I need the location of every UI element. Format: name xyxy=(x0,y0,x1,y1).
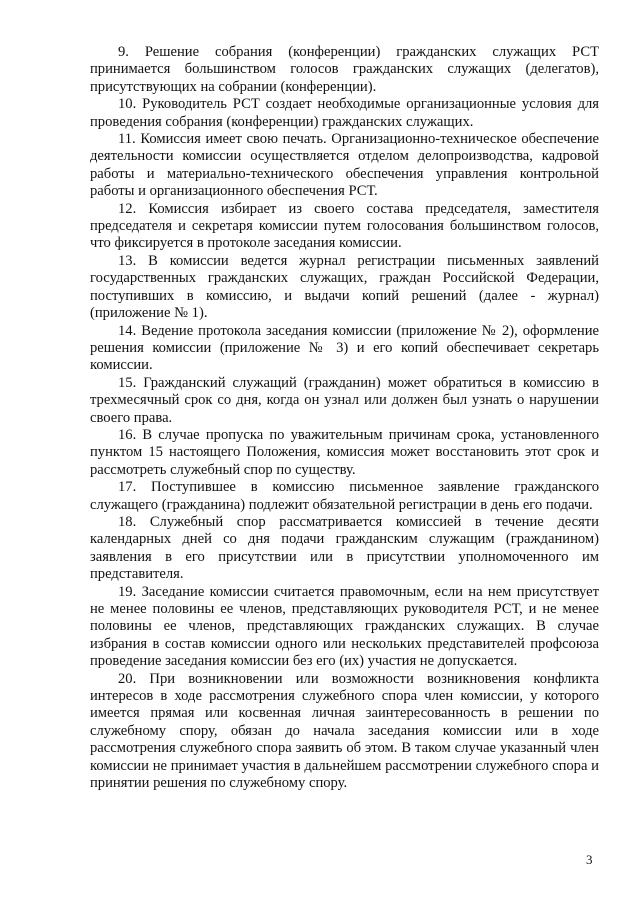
paragraph-17: 17. Поступившее в комиссию письменное заявление гражданского служащего (гражданина) подлежит обязательной регистрации в день его подачи. xyxy=(90,479,599,513)
paragraph-19: 19. Заседание комиссии считается правомочным, если на нем присутствует не менее половины ее членов, представляющих руководителя РСТ, и не менее половины ее членов, представляющих гражданских служащих. В случае избрания в состав комиссии одного или нескольких представителей профсоюза проведение заседания комиссии без его (их) участия не допускается. xyxy=(90,583,599,670)
paragraph-15: 15. Гражданский служащий (гражданин) может обратиться в комиссию в трехмесячный срок со дня, когда он узнал или должен был узнать о нарушении своего права. xyxy=(90,374,599,426)
paragraph-12: 12. Комиссия избирает из своего состава председателя, заместителя председателя и секретаря комиссии путем голосования большинством голосов, что фиксируется в протоколе заседания комиссии. xyxy=(90,200,599,252)
paragraph-10: 10. Руководитель РСТ создает необходимые организационные условия для проведения собрания (конференции) гражданских служащих. xyxy=(90,96,599,130)
document-body xyxy=(90,44,599,792)
paragraph-11: 11. Комиссия имеет свою печать. Организационно-техническое обеспечение деятельности комиссии осуществляется отделом делопроизводства, кадровой работы и материально-технического обеспечения управления контрольной работы и организационного обеспечения РСТ. xyxy=(90,131,599,200)
paragraph-14: 14. Ведение протокола заседания комиссии (приложение № 2), оформление решения комиссии (приложение № 3) и его копий обеспечивает секретарь комиссии. xyxy=(90,322,599,374)
paragraph-13: 13. В комиссии ведется журнал регистрации письменных заявлений государственных гражданских служащих, граждан Российской Федерации, поступивших в комиссию, и выдачи копий решений (далее - журнал) (приложение № 1). xyxy=(90,252,599,322)
paragraph-20: 20. При возникновении или возможности возникновения конфликта интересов в ходе рассмотрения служебного спора член комиссии, у которого имеется прямая или косвенная личная заинтересованность в решении по служебному спору, обязан до начала заседания комиссии или в ходе рассмотрения служебного спора заявить об этом. В таком случае указанный член комиссии не принимает участия в дальнейшем рассмотрении служебного спора и принятии решения по служебному спору. xyxy=(90,670,599,792)
paragraph-16: 16. В случае пропуска по уважительным причинам срока, установленного пунктом 15 настоящего Положения, комиссия может восстановить этот срок и рассмотреть служебный спор по существу. xyxy=(90,426,599,478)
paragraph-9: 9. Решение собрания (конференции) гражданских служащих РСТ принимается большинством голосов гражданских служащих (делегатов), присутствующих на собрании (конференции). xyxy=(90,44,599,95)
page-number: 3 xyxy=(586,852,593,867)
paragraph-18: 18. Служебный спор рассматривается комиссией в течение десяти календарных дней со дня подачи гражданским служащим (гражданином) заявления в его присутствии или в присутствии уполномоченного им представителя. xyxy=(90,513,599,583)
